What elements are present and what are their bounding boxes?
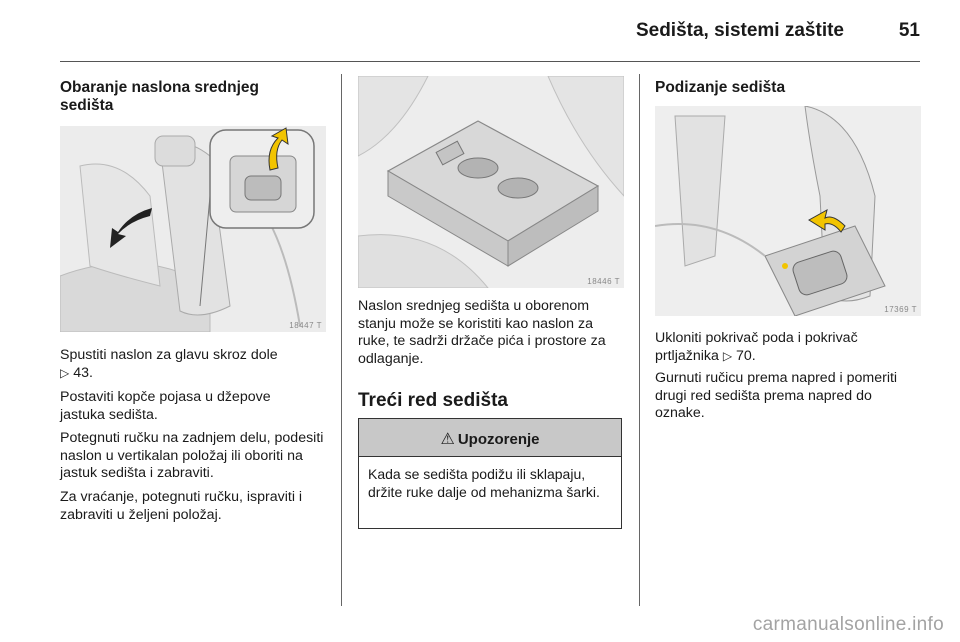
figure-fold-backrest (60, 126, 326, 332)
figure-number: 18447 T (289, 321, 322, 330)
page-ref-icon: ▷ (60, 365, 70, 380)
page-header (60, 0, 920, 62)
warning-title: Upozorenje (457, 431, 540, 448)
col2-paragraph-1: Naslon srednjeg sedišta u oborenom stanju može se koristiti kao naslon za ruke, te sadrži držače pića i prostore za odlaganje. (358, 298, 606, 367)
col1-paragraph-4: Za vraćanje, potegnuti ručku, ispraviti i zabraviti u željeni položaj. (60, 489, 303, 523)
warning-triangle-icon: ⚠ (440, 431, 455, 448)
raise-seat-illustration (655, 106, 921, 316)
page-title: Sedišta, sistemi zaštite (635, 20, 844, 41)
watermark: carmanualsonline.info (752, 614, 944, 635)
col3-paragraph-1: Ukloniti pokrivač poda i pokrivač prtljažnika ▷ 70. (655, 330, 858, 364)
figure-raise-seat (655, 106, 921, 316)
section-heading-podizanje: Podizanje sedišta (655, 79, 786, 96)
column-divider-1 (341, 74, 342, 606)
column-divider-2 (639, 74, 640, 606)
section-heading-obaranje: Obaranje naslona srednjeg sedišta (60, 79, 259, 114)
col1-paragraph-3: Potegnuti ručku na zadnjem delu, podesiti naslon u vertikalan položaj ili oboriti na jastuk sedišta i zabraviti. (60, 430, 324, 481)
figure-armrest (358, 76, 624, 288)
page-ref: 70. (736, 347, 756, 364)
warning-header (359, 419, 621, 457)
col3-paragraph-2: Gurnuti ručicu prema napred i pomeriti drugi red sedišta prema napred do oznake. (655, 370, 898, 421)
armrest-illustration (358, 76, 624, 288)
page-ref: 43. (73, 364, 93, 381)
page-number: 51 (898, 20, 920, 41)
section-heading-treci-red: Treći red sedišta (358, 390, 508, 411)
figure-number: 18446 T (587, 277, 620, 286)
page-ref-icon: ▷ (722, 348, 733, 363)
col1-paragraph-2: Postaviti kopče pojasa u džepove jastuka sedišta. (60, 389, 271, 423)
figure-number: 17369 T (884, 305, 917, 314)
col1-paragraph-1: Spustiti naslon za glavu skroz dole ▷ 43. (60, 347, 278, 381)
warning-box (358, 418, 622, 529)
warning-text: Kada se sedišta podižu ili sklapaju, držite ruke dalje od mehanizma šarki. (368, 466, 600, 500)
fold-backrest-illustration (60, 126, 326, 332)
